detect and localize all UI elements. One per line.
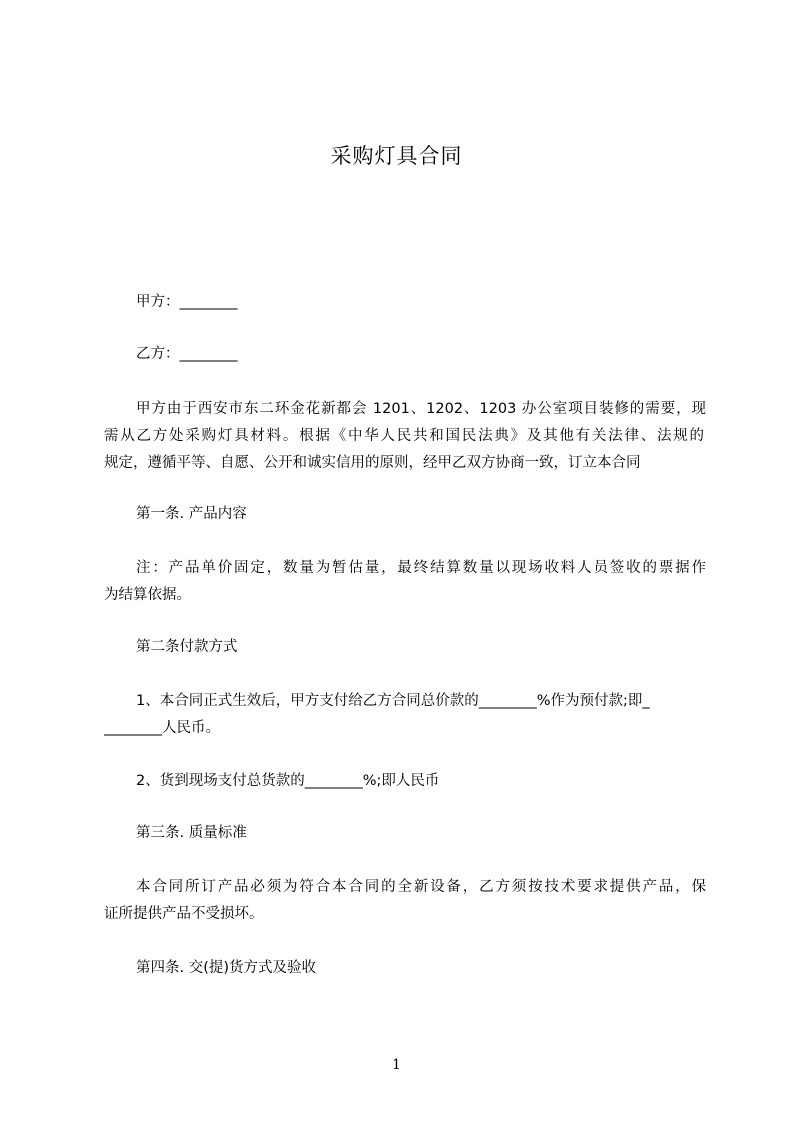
- party-a-line: 甲方：________: [136, 294, 238, 310]
- intro-line-3: 规定，遵循平等、自愿、公开和诚实信用的原则，经甲乙双方协商一致，订立本合同: [104, 455, 641, 471]
- document-title: 采购灯具合同: [330, 144, 463, 168]
- article-1-heading: 第一条. 产品内容: [136, 506, 247, 522]
- intro-line-2: 需从乙方处采购灯具材料。根据《中华人民共和国民法典》及其他有关法律、法规的: [104, 428, 704, 444]
- article-3-heading: 第三条. 质量标准: [136, 825, 247, 841]
- payment-1-line-2: ________人民币。: [104, 720, 220, 736]
- note-line-2: 为结算依据。: [104, 587, 191, 603]
- article-4-heading: 第四条. 交(提)货方式及验收: [136, 960, 317, 976]
- intro-line-1: 甲方由于西安市东二环金花新都会 1201、1202、1203 办公室项目装修的需要，现: [136, 401, 706, 417]
- payment-1-line-1: 1、本合同正式生效后，甲方支付给乙方合同总价款的________%作为预付款;即_: [136, 693, 650, 709]
- payment-2-line: 2、货到现场支付总货款的________%;即人民币: [136, 773, 440, 789]
- quality-line-1: 本合同所订产品必须为符合本合同的全新设备，乙方须按技术要求提供产品，保: [136, 879, 706, 895]
- quality-line-2: 证所提供产品不受损坏。: [104, 906, 264, 922]
- article-2-heading: 第二条付款方式: [136, 639, 238, 655]
- party-b-line: 乙方：________: [136, 346, 238, 362]
- page-number: 1: [392, 1057, 401, 1073]
- note-line-1: 注：产品单价固定，数量为暂估量，最终结算数量以现场收料人员签收的票据作: [136, 560, 706, 576]
